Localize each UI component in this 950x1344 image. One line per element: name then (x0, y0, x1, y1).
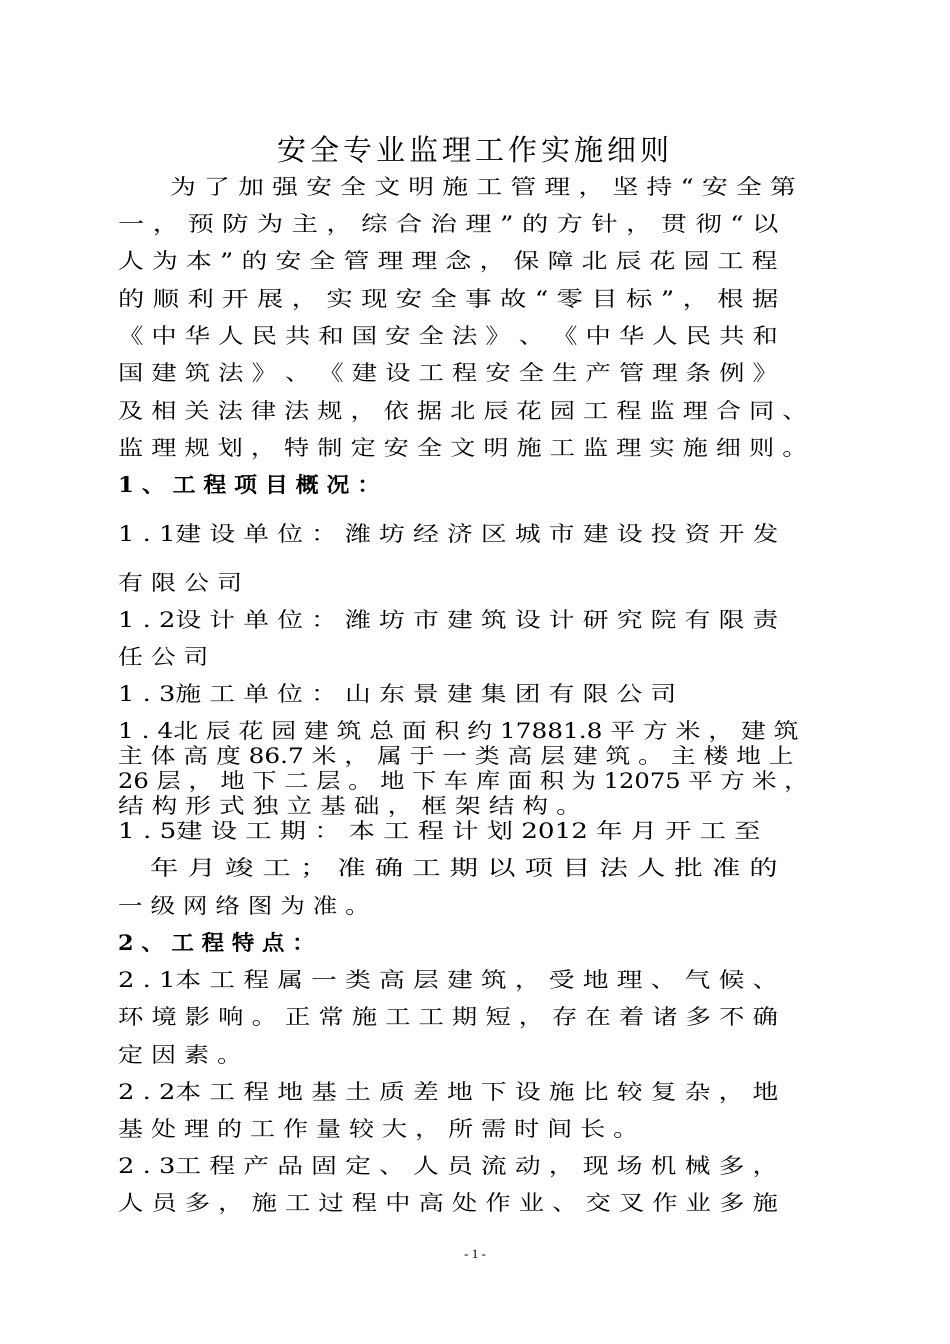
paragraph-line: 基 处 理 的 工 作 量 较 大 ， 所 需 时 间 长 。 (118, 1117, 639, 1141)
paragraph-line: 2 . 2本 工 程 地 基 土 质 差 地 下 设 施 比 较 复 杂 ， 地 (118, 1080, 779, 1104)
paragraph-line: 结 构 形 式 独 立 基 础 ， 框 架 结 构 。 (118, 794, 582, 818)
paragraph-line: 环 境 影 响 。 正 常 施 工 工 期 短 ， 存 在 着 诸 多 不 确 (118, 1005, 778, 1029)
paragraph-line: 及 相 关 法 律 法 规 ， 依 据 北 辰 花 园 工 程 监 理 合 同 、 (118, 399, 808, 423)
paragraph-line: 2 . 3工 程 产 品 固 定 、 人 员 流 动 ， 现 场 机 械 多 ， (118, 1154, 779, 1178)
section-heading-2: 2 、 工 程 特 点 ： (118, 930, 315, 955)
paragraph-line: 1 . 1建 设 单 位 ： 潍 坊 经 济 区 城 市 建 设 投 资 开 发 (118, 522, 779, 546)
paragraph-line: 为 了 加 强 安 全 文 明 施 工 管 理 ， 坚 持 “ 安 全 第 (170, 175, 796, 199)
paragraph-line: 人 为 本 ” 的 安 全 管 理 理 念 ， 保 障 北 辰 花 园 工 程 (118, 249, 778, 273)
paragraph-line: 任 公 司 (118, 645, 209, 669)
paragraph-line: 主 体 高 度 86.7 米 ， 属 于 一 类 高 层 建 筑 。 主 楼 地 上 (118, 744, 794, 768)
paragraph-line: 的 顺 利 开 展 ， 实 现 安 全 事 故 “ 零 目 标 ” ， 根 据 (118, 287, 779, 311)
document-title: 安全专业监理工作实施细则 (276, 133, 673, 167)
paragraph-line: 1 . 2设 计 单 位 ： 潍 坊 市 建 筑 设 计 研 究 院 有 限 责 (118, 608, 779, 632)
paragraph-line: 1 . 3施 工 单 位 ： 山 东 景 建 集 团 有 限 公 司 (118, 682, 677, 706)
paragraph-line: 《 中 华 人 民 共 和 国 安 全 法 》 、 《 中 华 人 民 共 和 (118, 324, 778, 348)
section-heading-1: 1 、 工 程 项 目 概 况 ： (118, 472, 381, 497)
paragraph-line: 一 ， 预 防 为 主 ， 综 合 治 理 ” 的 方 针 ， 贯 彻 “ 以 (118, 212, 779, 236)
paragraph-line: 年 月 竣 工 ； 准 确 工 期 以 项 目 法 人 批 准 的 (150, 856, 778, 880)
paragraph-line: 有 限 公 司 (118, 571, 243, 595)
paragraph-line: 定 因 素 。 (118, 1043, 243, 1067)
paragraph-line: 26 层 ， 地 下 二 层 。 地 下 车 库 面 积 为 12075 平 方 米 ， (118, 769, 809, 793)
paragraph-line: 1 . 4北 辰 花 园 建 筑 总 面 积 约 17881.8 平 方 米 ， 建 筑 (118, 719, 799, 743)
paragraph-line: 人 员 多 ， 施 工 过 程 中 高 处 作 业 、 交 叉 作 业 多 施 (118, 1191, 778, 1215)
paragraph-line: 监 理 规 划 ， 特 制 定 安 全 文 明 施 工 监 理 实 施 细 则 。 (118, 436, 808, 460)
page-number: - 1 - (464, 1246, 486, 1261)
paragraph-line: 一 级 网 络 图 为 准 。 (118, 894, 370, 918)
paragraph-line: 国 建 筑 法 》 、 《 建 设 工 程 安 全 生 产 管 理 条 例 》 (118, 361, 778, 385)
paragraph-line: 1 . 5建 设 工 期 ： 本 工 程 计 划 2012 年 月 开 工 至 (118, 819, 761, 843)
paragraph-line: 2 . 1本 工 程 属 一 类 高 层 建 筑 ， 受 地 理 、 气 候 、 (118, 968, 779, 992)
